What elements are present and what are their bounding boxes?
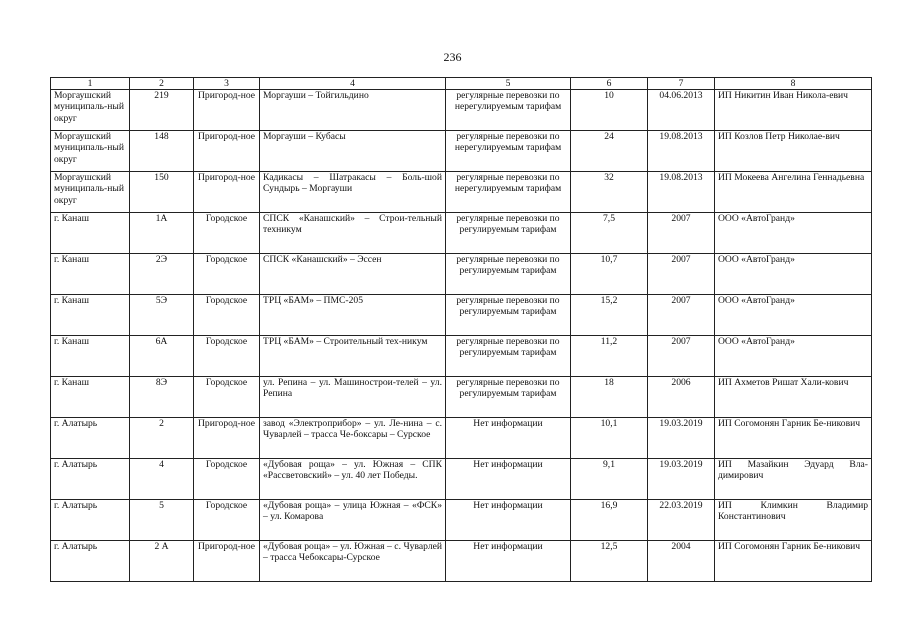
column-header: 8 bbox=[715, 78, 872, 90]
carrier-cell: ИП Согомонян Гарник Бе-никович bbox=[715, 541, 872, 582]
column-header: 1 bbox=[51, 78, 130, 90]
route-length-cell: 32 bbox=[571, 172, 648, 213]
route-path-cell: СПСК «Канашский» – Эссен bbox=[260, 254, 446, 295]
route-number-cell: 5 bbox=[130, 500, 194, 541]
route-path-cell: «Дубовая роща» – ул. Южная – с. Чуварлей – трасса Чебоксары-Сурское bbox=[260, 541, 446, 582]
route-type-cell: Городское bbox=[194, 254, 260, 295]
table-row bbox=[51, 336, 872, 377]
route-number-cell: 219 bbox=[130, 90, 194, 131]
route-path-cell: завод «Электроприбор» – ул. Ле-нина – с. Чуварлей – трасса Че-боксары – Сурское bbox=[260, 418, 446, 459]
column-header: 3 bbox=[194, 78, 260, 90]
transport-regime-cell: Нет информации bbox=[446, 418, 571, 459]
transport-regime-cell: регулярные перевозки по регулируемым тарифам bbox=[446, 295, 571, 336]
route-number-cell: 2Э bbox=[130, 254, 194, 295]
route-length-cell: 9,1 bbox=[571, 459, 648, 500]
route-path-cell: Моргауши – Тойгильдино bbox=[260, 90, 446, 131]
district-cell: г. Канаш bbox=[51, 295, 130, 336]
route-path-cell: «Дубовая роща» – ул. Южная – СПК «Рассветовский» – ул. 40 лет Победы. bbox=[260, 459, 446, 500]
table-row bbox=[51, 459, 872, 500]
route-type-cell: Городское bbox=[194, 459, 260, 500]
table-row bbox=[51, 90, 872, 131]
route-type-cell: Городское bbox=[194, 295, 260, 336]
start-date-cell: 04.06.2013 bbox=[648, 90, 715, 131]
district-cell: Моргаушский муниципаль-ный округ bbox=[51, 90, 130, 131]
start-date-cell: 19.03.2019 bbox=[648, 418, 715, 459]
carrier-cell: ООО «АвтоГранд» bbox=[715, 295, 872, 336]
route-length-cell: 10 bbox=[571, 90, 648, 131]
routes-table bbox=[50, 77, 872, 582]
route-length-cell: 10,7 bbox=[571, 254, 648, 295]
route-type-cell: Пригород-ное bbox=[194, 90, 260, 131]
route-number-cell: 6А bbox=[130, 336, 194, 377]
table-row bbox=[51, 213, 872, 254]
district-cell: г. Алатырь bbox=[51, 418, 130, 459]
carrier-cell: ИП Мазайкин Эдуард Вла-димирович bbox=[715, 459, 872, 500]
start-date-cell: 2007 bbox=[648, 213, 715, 254]
start-date-cell: 19.03.2019 bbox=[648, 459, 715, 500]
table-row bbox=[51, 418, 872, 459]
route-number-cell: 148 bbox=[130, 131, 194, 172]
column-header: 4 bbox=[260, 78, 446, 90]
transport-regime-cell: регулярные перевозки по нерегулируемым тарифам bbox=[446, 90, 571, 131]
transport-regime-cell: регулярные перевозки по нерегулируемым тарифам bbox=[446, 131, 571, 172]
start-date-cell: 2007 bbox=[648, 254, 715, 295]
route-path-cell: Моргауши – Кубасы bbox=[260, 131, 446, 172]
carrier-cell: ООО «АвтоГранд» bbox=[715, 254, 872, 295]
carrier-cell: ИП Козлов Петр Николае-вич bbox=[715, 131, 872, 172]
district-cell: Моргаушский муниципаль-ный округ bbox=[51, 131, 130, 172]
transport-regime-cell: регулярные перевозки по регулируемым тарифам bbox=[446, 377, 571, 418]
table-row bbox=[51, 500, 872, 541]
table-row bbox=[51, 131, 872, 172]
carrier-cell: ООО «АвтоГранд» bbox=[715, 336, 872, 377]
route-length-cell: 15,2 bbox=[571, 295, 648, 336]
carrier-cell: ИП Согомонян Гарник Бе-никович bbox=[715, 418, 872, 459]
route-path-cell: ТРЦ «БАМ» – Строительный тех-никум bbox=[260, 336, 446, 377]
start-date-cell: 2006 bbox=[648, 377, 715, 418]
table-row bbox=[51, 172, 872, 213]
route-length-cell: 18 bbox=[571, 377, 648, 418]
route-number-cell: 1А bbox=[130, 213, 194, 254]
district-cell: г. Канаш bbox=[51, 213, 130, 254]
route-length-cell: 10,1 bbox=[571, 418, 648, 459]
column-header: 2 bbox=[130, 78, 194, 90]
header-row bbox=[51, 78, 872, 90]
route-number-cell: 5Э bbox=[130, 295, 194, 336]
carrier-cell: ИП Мокеева Ангелина Геннадьевна bbox=[715, 172, 872, 213]
district-cell: г. Алатырь bbox=[51, 459, 130, 500]
route-number-cell: 150 bbox=[130, 172, 194, 213]
route-path-cell: СПСК «Канашский» – Строи-тельный техникум bbox=[260, 213, 446, 254]
route-length-cell: 12,5 bbox=[571, 541, 648, 582]
route-number-cell: 8Э bbox=[130, 377, 194, 418]
table-row bbox=[51, 254, 872, 295]
start-date-cell: 2007 bbox=[648, 336, 715, 377]
column-header: 7 bbox=[648, 78, 715, 90]
route-type-cell: Пригород-ное bbox=[194, 541, 260, 582]
route-number-cell: 2 bbox=[130, 418, 194, 459]
transport-regime-cell: регулярные перевозки по регулируемым тарифам bbox=[446, 254, 571, 295]
transport-regime-cell: регулярные перевозки по регулируемым тарифам bbox=[446, 336, 571, 377]
carrier-cell: ИП Ахметов Ришат Хали-кович bbox=[715, 377, 872, 418]
start-date-cell: 2004 bbox=[648, 541, 715, 582]
column-header: 6 bbox=[571, 78, 648, 90]
route-type-cell: Пригород-ное bbox=[194, 418, 260, 459]
route-number-cell: 4 bbox=[130, 459, 194, 500]
route-length-cell: 24 bbox=[571, 131, 648, 172]
carrier-cell: ИП Климкин Владимир Константинович bbox=[715, 500, 872, 541]
district-cell: г. Алатырь bbox=[51, 541, 130, 582]
route-length-cell: 16,9 bbox=[571, 500, 648, 541]
start-date-cell: 19.08.2013 bbox=[648, 131, 715, 172]
route-type-cell: Городское bbox=[194, 213, 260, 254]
route-type-cell: Пригород-ное bbox=[194, 172, 260, 213]
route-path-cell: ТРЦ «БАМ» – ПМС-205 bbox=[260, 295, 446, 336]
transport-regime-cell: Нет информации bbox=[446, 500, 571, 541]
route-path-cell: ул. Репина – ул. Машинострои-телей – ул. Репина bbox=[260, 377, 446, 418]
route-path-cell: Кадикасы – Шатракасы – Боль-шой Сундырь – Моргауши bbox=[260, 172, 446, 213]
table-row bbox=[51, 377, 872, 418]
district-cell: Моргаушский муниципаль-ный округ bbox=[51, 172, 130, 213]
district-cell: г. Канаш bbox=[51, 336, 130, 377]
district-cell: г. Алатырь bbox=[51, 500, 130, 541]
transport-regime-cell: Нет информации bbox=[446, 541, 571, 582]
route-number-cell: 2 А bbox=[130, 541, 194, 582]
table-row bbox=[51, 295, 872, 336]
column-header: 5 bbox=[446, 78, 571, 90]
route-type-cell: Городское bbox=[194, 377, 260, 418]
route-length-cell: 7,5 bbox=[571, 213, 648, 254]
transport-regime-cell: регулярные перевозки по нерегулируемым тарифам bbox=[446, 172, 571, 213]
start-date-cell: 2007 bbox=[648, 295, 715, 336]
district-cell: г. Канаш bbox=[51, 377, 130, 418]
transport-regime-cell: Нет информации bbox=[446, 459, 571, 500]
district-cell: г. Канаш bbox=[51, 254, 130, 295]
carrier-cell: ИП Никитин Иван Никола-евич bbox=[715, 90, 872, 131]
route-length-cell: 11,2 bbox=[571, 336, 648, 377]
route-type-cell: Городское bbox=[194, 336, 260, 377]
carrier-cell: ООО «АвтоГранд» bbox=[715, 213, 872, 254]
route-path-cell: «Дубовая роща» – улица Южная – «ФСК» – ул. Комарова bbox=[260, 500, 446, 541]
table-row bbox=[51, 541, 872, 582]
route-type-cell: Городское bbox=[194, 500, 260, 541]
route-type-cell: Пригород-ное bbox=[194, 131, 260, 172]
start-date-cell: 22.03.2019 bbox=[648, 500, 715, 541]
page-number: 236 bbox=[443, 50, 462, 64]
start-date-cell: 19.08.2013 bbox=[648, 172, 715, 213]
transport-regime-cell: регулярные перевозки по регулируемым тарифам bbox=[446, 213, 571, 254]
